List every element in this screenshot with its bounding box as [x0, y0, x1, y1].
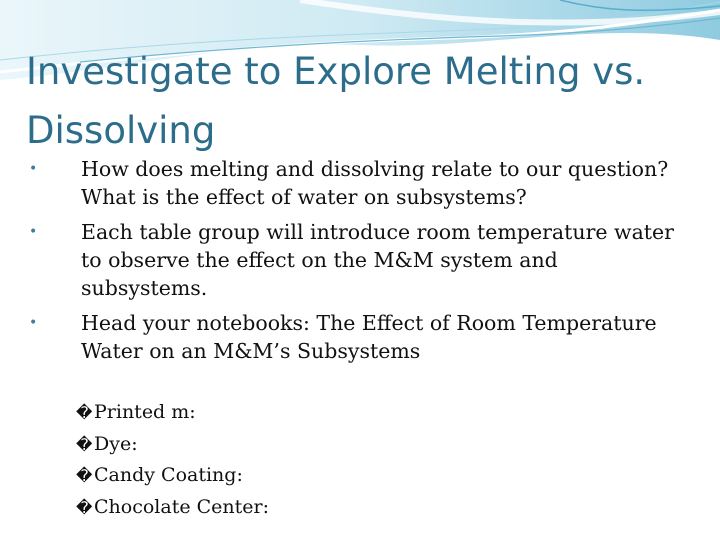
bullet-item: [0, 218, 720, 302]
bullet-list: [0, 155, 720, 372]
sub-item-list: [76, 397, 269, 523]
sub-item-dye: [76, 429, 269, 461]
sub-item-text: Printed m:: [94, 401, 196, 423]
bullet-marker: •: [29, 315, 38, 331]
bullet-item: [0, 155, 720, 211]
sub-item-text: Chocolate Center:: [94, 495, 269, 518]
sub-item-text: Dye:: [94, 432, 138, 455]
sub-item-marker: �: [76, 434, 93, 454]
sub-item-marker: �: [76, 403, 93, 422]
bullet-text: Head your notebooks: The Effect of Room Temperature Water on an M&M’s Subsystems: [81, 311, 657, 363]
sub-item-text: Candy Coating:: [94, 464, 243, 486]
bullet-text: How does melting and dissolving relate to our question? What is the effect of water on subsystems?: [81, 157, 669, 209]
sub-item-printed-m: [76, 397, 269, 429]
slide-title: Investigate to Explore Melting vs. Dissolving: [26, 50, 646, 152]
bullet-text: Each table group will introduce room temperature water to observe the effect on the M&M system and subsystems.: [81, 220, 674, 300]
sub-item-candy-coating: [76, 460, 269, 492]
bullet-marker: •: [29, 224, 38, 240]
sub-item-chocolate-center: [76, 492, 269, 524]
sub-item-marker: �: [76, 466, 93, 485]
bullet-item: [0, 309, 720, 365]
bullet-marker: •: [29, 161, 38, 177]
sub-item-marker: �: [76, 497, 93, 517]
